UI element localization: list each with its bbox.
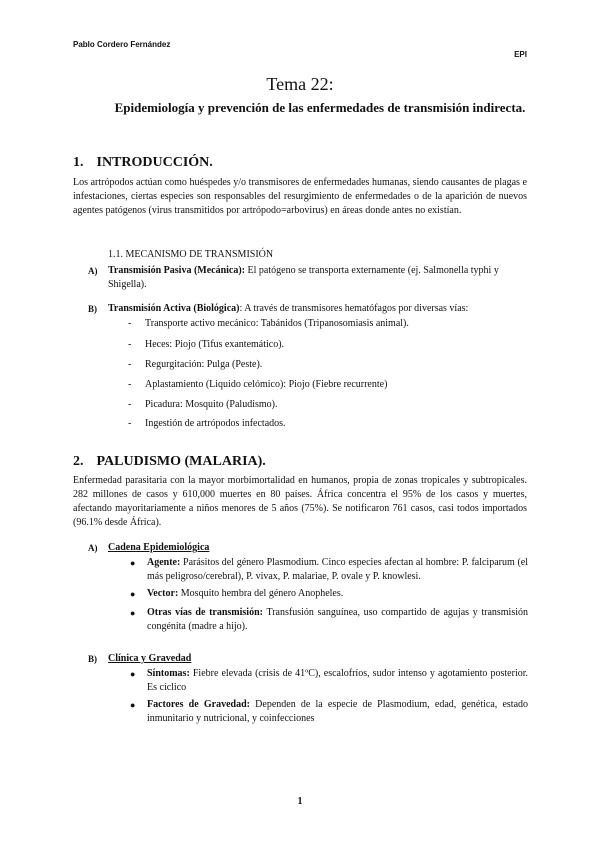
bullet-item (130, 606, 528, 634)
list-label: A) (88, 266, 98, 276)
dash-text: Heces: Piojo (Tifus exantemático). (145, 339, 285, 350)
dash-item (128, 378, 387, 392)
section-title: PALUDISMO (MALARIA). (96, 454, 266, 469)
list-term: Transmisión Pasiva (Mecánica): (108, 265, 246, 276)
dash-text: Regurgitación: Pulga (Peste). (145, 359, 263, 370)
intro-paragraph: Los artrópodos actúan como huéspedes y/o transmisores de enfermedades humanas, siendo causantes de plagas e infestaciones, ciertas especies son responsables del resurgimiento de enfermedades o de la aparición de nuevos agentes patógenos (virus transmitidos por artrópodo=arbovirus) en áreas donde antes no existían. (73, 177, 527, 216)
bullet-term: Factores de Gravedad: (147, 699, 250, 710)
list-label: B) (88, 304, 97, 314)
dash-item (128, 417, 286, 431)
bullet-item (130, 667, 528, 695)
bullet-icon: ● (130, 589, 136, 599)
document-title: Tema 22: (266, 74, 334, 94)
group-heading: Cadena Epidemiológica (108, 542, 210, 553)
dash-marker: - (128, 359, 132, 370)
bullet-icon: ● (130, 669, 136, 679)
bullet-term: Agente: (147, 557, 181, 568)
bullet-item (130, 587, 528, 601)
malaria-paragraph: Enfermedad parasitaria con la mayor morbimortalidad en humanos, propia de zonas tropicales y subtropicales. 282 millones de casos y 610,000 muertes en 80 países. África concentra el 95% de los casos y muertes, afectando mayoritariamente a niños menores de 5 años (75%). Se notificaron 761 casos, casi todos importados (96.1% desde África). (73, 475, 527, 528)
bullet-term: Síntomas: (147, 668, 190, 679)
bullet-icon: ● (130, 608, 136, 618)
bullet-icon: ● (130, 558, 136, 568)
dash-item (128, 317, 409, 331)
bullet-icon: ● (130, 700, 136, 710)
dash-text: Aplastamiento (Liquido celómico): Piojo (Fiebre recurrente) (145, 379, 388, 390)
header-author: Pablo Cordero Fernández (73, 40, 171, 49)
bullet-text: Mosquito hembra del género Anopheles. (178, 588, 344, 599)
bullet-text: Dependen de la especie de Plasmodium, edad, genética, estado inmunitario y nutricional, y coinfecciones (147, 699, 529, 724)
group-a-heading (88, 541, 528, 555)
dash-text: Picadura: Mosquito (Paludismo). (145, 399, 278, 410)
subsection-heading: 1.1. MECANISMO DE TRANSMISIÓN (108, 249, 274, 260)
section-number: 1. (73, 155, 84, 170)
dash-item (128, 398, 278, 412)
bullet-text: Transfusión sanguínea, uso compartido de agujas y transmisión congénita (madre a hijo). (147, 607, 529, 632)
bullet-text: Parásitos del género Plasmodium. Cinco especies afectan al hombre: P. falciparum (el más peligroso/cerebral), P. vivax, P. malariae, P. ovale y P. knowlesi. (147, 557, 528, 582)
section-number: 2. (73, 454, 84, 469)
dash-marker: - (128, 418, 132, 429)
list-text: : A través de transmisores hematófagos por diversas vías: (239, 303, 469, 314)
page-number: 1 (297, 796, 303, 807)
section-title: INTRODUCCIÓN. (96, 155, 213, 170)
dash-marker: - (128, 318, 132, 329)
list-label: B) (88, 654, 97, 664)
dash-marker: - (128, 339, 132, 350)
list-label: A) (88, 543, 98, 553)
document-subtitle: Epidemiología y prevención de las enfermedades de transmisión indirecta. (114, 100, 526, 115)
header-label: EPI (514, 50, 527, 59)
group-heading: Clínica y Gravedad (108, 653, 192, 664)
section-heading-paludismo (73, 454, 266, 470)
group-b-heading (88, 652, 528, 666)
list-item-b (88, 302, 528, 316)
list-text: El patógeno se transporta externamente (ej. Salmonella typhi y Shigella). (108, 265, 499, 290)
list-item-a (88, 264, 528, 292)
bullet-item (130, 556, 528, 584)
bullet-term: Otras vías de transmisión: (147, 607, 263, 618)
dash-text: Ingestión de artrópodos infectados. (145, 418, 286, 429)
bullet-item (130, 698, 528, 726)
dash-text: Transporte activo mecánico: Tabánidos (Tripanosomiasis animal). (145, 318, 409, 329)
dash-item (128, 338, 284, 352)
dash-marker: - (128, 399, 132, 410)
list-term: Transmisión Activa (Biológica) (108, 303, 240, 314)
section-heading-introduccion (73, 155, 213, 171)
bullet-text: Fiebre elevada (crisis de 41ºC), escalofríos, sudor intenso y agotamiento posterior. Es cíclico (147, 668, 528, 693)
bullet-term: Vector: (147, 588, 179, 599)
dash-marker: - (128, 379, 132, 390)
dash-item (128, 358, 262, 372)
